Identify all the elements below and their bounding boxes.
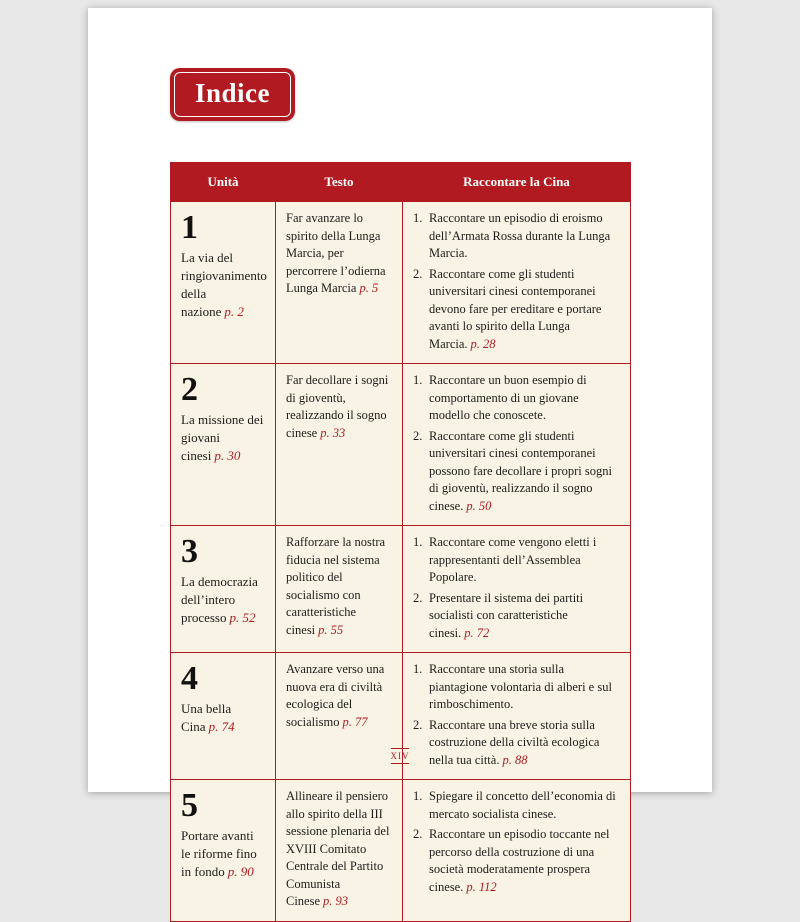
task-text — [429, 372, 620, 425]
table-row — [171, 364, 631, 526]
tasks-cell — [403, 202, 631, 364]
toc-header-row — [171, 163, 631, 202]
testo-text: Allineare il pensiero allo spirito della III sessione plenaria del XVIII Comitato Centrale del Partito Comunista Cinese — [286, 789, 390, 908]
tasks-cell — [403, 780, 631, 922]
unit-title — [181, 700, 265, 736]
task-number: 1. — [413, 789, 423, 803]
task-text-body: Raccontare come vengono eletti i rappresentanti dell’Assemblea Popolare. — [429, 535, 597, 584]
page-ref: p. 93 — [323, 894, 349, 908]
table-row — [171, 780, 631, 922]
unit-title-text: Una bella Cina — [181, 700, 232, 734]
page-ref: p. 72 — [464, 625, 490, 640]
task-item — [413, 428, 620, 516]
unit-title-text: Portare avanti le riforme fino in fondo — [181, 827, 257, 880]
task-item — [413, 826, 620, 896]
task-number: 1. — [413, 211, 423, 225]
unit-title-text: La via del ringiovanimento della nazione — [181, 249, 267, 320]
task-number: 1. — [413, 662, 423, 676]
indice-badge — [170, 68, 295, 121]
unit-title — [181, 249, 265, 322]
task-item — [413, 210, 620, 263]
unit-cell — [171, 364, 276, 526]
page-ref: p. 30 — [214, 448, 241, 464]
tasks-cell — [403, 364, 631, 526]
testo-text: Far avanzare lo spirito della Lunga Marcia, per percorrere l’odierna Lunga Marcia — [286, 211, 386, 295]
task-item — [413, 788, 620, 823]
task-number: 2. — [413, 590, 423, 605]
page-footer — [88, 748, 712, 764]
task-text-body: Raccontare come gli studenti universitari cinesi contemporanei possono fare decollare i propri sogni di gioventù, realizzando il sogno cinese. — [429, 428, 612, 513]
table-row — [171, 202, 631, 364]
task-text-body: Raccontare un episodio di eroismo dell’Armata Rossa durante la Lunga Marcia. — [429, 211, 611, 260]
page-title: Indice — [195, 78, 271, 108]
task-text-body: Spiegare il concetto dell’economia di mercato socialista cinese. — [429, 789, 616, 821]
page-ref: p. 88 — [502, 752, 528, 767]
task-text — [429, 826, 620, 896]
footer-ornament-bottom — [391, 763, 409, 764]
column-header-unita: Unità — [171, 163, 276, 202]
task-text-body: Raccontare come gli studenti universitari cinesi contemporanei devono fare per ereditare e portare avanti lo spirito della Lunga Marcia. — [429, 266, 602, 351]
task-number: 2. — [413, 266, 423, 281]
task-text-body: Presentare il sistema dei partiti socialisti con caratteristiche cinesi. — [429, 590, 584, 640]
task-text — [429, 534, 620, 587]
page-ref: p. 74 — [208, 718, 235, 734]
unit-number: 1 — [181, 209, 198, 246]
column-header-testo: Testo — [276, 163, 403, 202]
testo-cell — [276, 202, 403, 364]
document-page — [88, 8, 712, 908]
testo-text: Far decollare i sogni di gioventù, realizzando il sogno cinese — [286, 373, 389, 440]
task-item — [413, 534, 620, 587]
unit-title-text: La missione dei giovani cinesi — [181, 411, 264, 464]
unit-number: 5 — [181, 787, 198, 824]
task-text — [429, 210, 620, 263]
task-text-body: Raccontare una storia sulla piantagione volontaria di alberi e sul rimboschimento. — [429, 662, 612, 711]
toc-table — [170, 162, 631, 922]
testo-cell — [276, 526, 403, 653]
page-ref: p. 5 — [359, 281, 379, 295]
unit-title — [181, 827, 265, 882]
page-ref: p. 2 — [224, 304, 244, 320]
page-ref: p. 55 — [318, 622, 344, 637]
testo-text: Rafforzare la nostra fiducia nel sistema politico del socialismo con caratteristiche cinesi — [286, 535, 386, 637]
page-ref: p. 50 — [466, 498, 492, 513]
task-text — [429, 428, 620, 516]
unit-number: 3 — [181, 533, 198, 570]
task-text — [429, 590, 620, 643]
task-number: 1. — [413, 373, 423, 387]
unit-cell — [171, 780, 276, 922]
unit-number: 4 — [181, 660, 198, 697]
page-ref: p. 77 — [342, 714, 368, 729]
unit-title — [181, 573, 265, 628]
page-ref: p. 90 — [227, 864, 254, 880]
page-ref: p. 33 — [320, 425, 346, 440]
testo-cell — [276, 780, 403, 922]
task-number: 1. — [413, 535, 423, 549]
task-text-body: Raccontare un buon esempio di comportamento di un giovane modello che conoscete. — [429, 373, 587, 422]
task-number: 2. — [413, 827, 423, 841]
task-number: 2. — [413, 428, 423, 443]
indice-badge-frame — [174, 72, 291, 117]
task-text — [429, 266, 620, 354]
testo-text: Avanzare verso una nuova era di civiltà ecologica del socialismo — [286, 662, 385, 729]
table-row — [171, 526, 631, 653]
folio-number: XIV — [390, 751, 410, 761]
footer-ornament-top — [391, 748, 409, 749]
unit-cell — [171, 202, 276, 364]
testo-cell — [276, 364, 403, 526]
task-item — [413, 590, 620, 643]
tasks-cell — [403, 526, 631, 653]
task-item — [413, 372, 620, 425]
unit-title-text: La democrazia dell’intero processo — [181, 573, 258, 626]
task-text-body: Raccontare un episodio toccante nel percorso della costruzione di una società moderatamente prospera cinese. — [429, 827, 610, 894]
task-number: 2. — [413, 717, 423, 732]
unit-number: 2 — [181, 371, 198, 408]
page-ref: p. 28 — [470, 336, 496, 351]
task-item — [413, 266, 620, 354]
task-text — [429, 788, 620, 823]
task-text-body: Raccontare una breve storia sulla costruzione della civiltà ecologica nella tua città. — [429, 717, 600, 767]
task-item — [413, 661, 620, 714]
column-header-raccontare: Raccontare la Cina — [403, 163, 631, 202]
task-text — [429, 661, 620, 714]
page-ref: p. 52 — [229, 610, 256, 626]
page-ref: p. 112 — [466, 879, 497, 894]
unit-title — [181, 411, 265, 466]
unit-cell — [171, 526, 276, 653]
